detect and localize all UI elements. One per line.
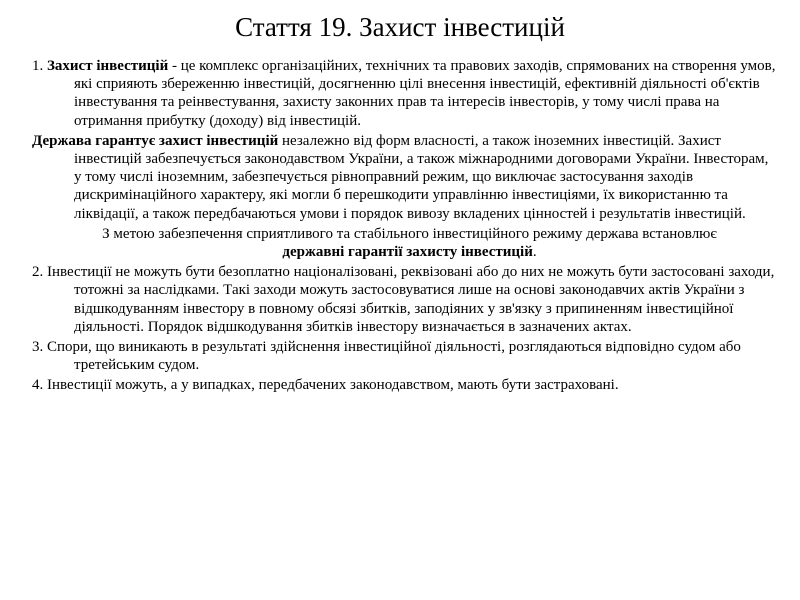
paragraph-3-bold-term: державні гарантії захисту інвестицій bbox=[282, 244, 533, 261]
paragraph-3-suffix: . bbox=[532, 244, 537, 261]
page-title: Стаття 19. Захист інвестицій bbox=[235, 12, 565, 42]
paragraph-1-bold-term: Захист інвестицій bbox=[47, 58, 169, 74]
paragraph-6 bbox=[32, 376, 777, 394]
paragraph-1-text: - це комплекс організаційних, технічних та правових заходів, спрямованих на створення умов, які сприяють збереженню інвестицій, досягненню цілі внесення інвестицій, ефективній діяльності об'єктів інвестування та реінвестування, захисту законних прав та інтересів інвесторів, у тому числі права на отримання прибутку (доходу) від інвестицій. bbox=[74, 58, 776, 129]
paragraph-5 bbox=[32, 338, 777, 374]
paragraph-1 bbox=[32, 57, 777, 130]
article-body bbox=[32, 57, 777, 397]
paragraph-1-number: 1. bbox=[32, 58, 47, 74]
paragraph-2-bold-term: Держава гарантує захист інвестицій bbox=[32, 132, 279, 149]
paragraph-3-text: З метою забезпечення сприятливого та стабільного інвестиційного режиму держава встановлює bbox=[102, 225, 717, 242]
paragraph-2 bbox=[32, 132, 777, 223]
paragraph-4 bbox=[32, 263, 777, 336]
paragraph-3 bbox=[72, 225, 747, 261]
paragraph-2-text: незалежно від форм власності, а також іноземних інвестицій. Захист інвестицій забезпечується законодавством України, а також міжнародними договорами України. Інвесторам, у тому числі іноземним, забезпечується рівноправний режим, що виключає застосування заходів дискримінаційного характеру, які могли б перешкодити управлінню інвестиціями, їх використанню та ліквідації, а також передбачаються умови і порядок вивозу вкладених цінностей і результатів інвестицій. bbox=[74, 132, 769, 222]
paragraph-4-text: 2. Інвестиції не можуть бути безоплатно націоналізовані, реквізовані або до них не можуть бути застосовані заходи, тотожні за наслідками. Такі заходи можуть застосовуватися лише на основі законодавчих актів України з відшкодуванням інвестору в повному обсязі збитків, заподіяних у зв'язку з припиненням інвестиційної діяльності. Порядок відшкодування збитків інвестору визначається в зазначених актах. bbox=[32, 264, 775, 335]
paragraph-5-text: 3. Спори, що виникають в результаті здійснення інвестиційної діяльності, розглядаються відповідно судом або третейським судом. bbox=[32, 339, 741, 374]
paragraph-6-text: 4. Інвестиції можуть, а у випадках, передбачених законодавством, мають бути застраховані. bbox=[32, 377, 619, 394]
